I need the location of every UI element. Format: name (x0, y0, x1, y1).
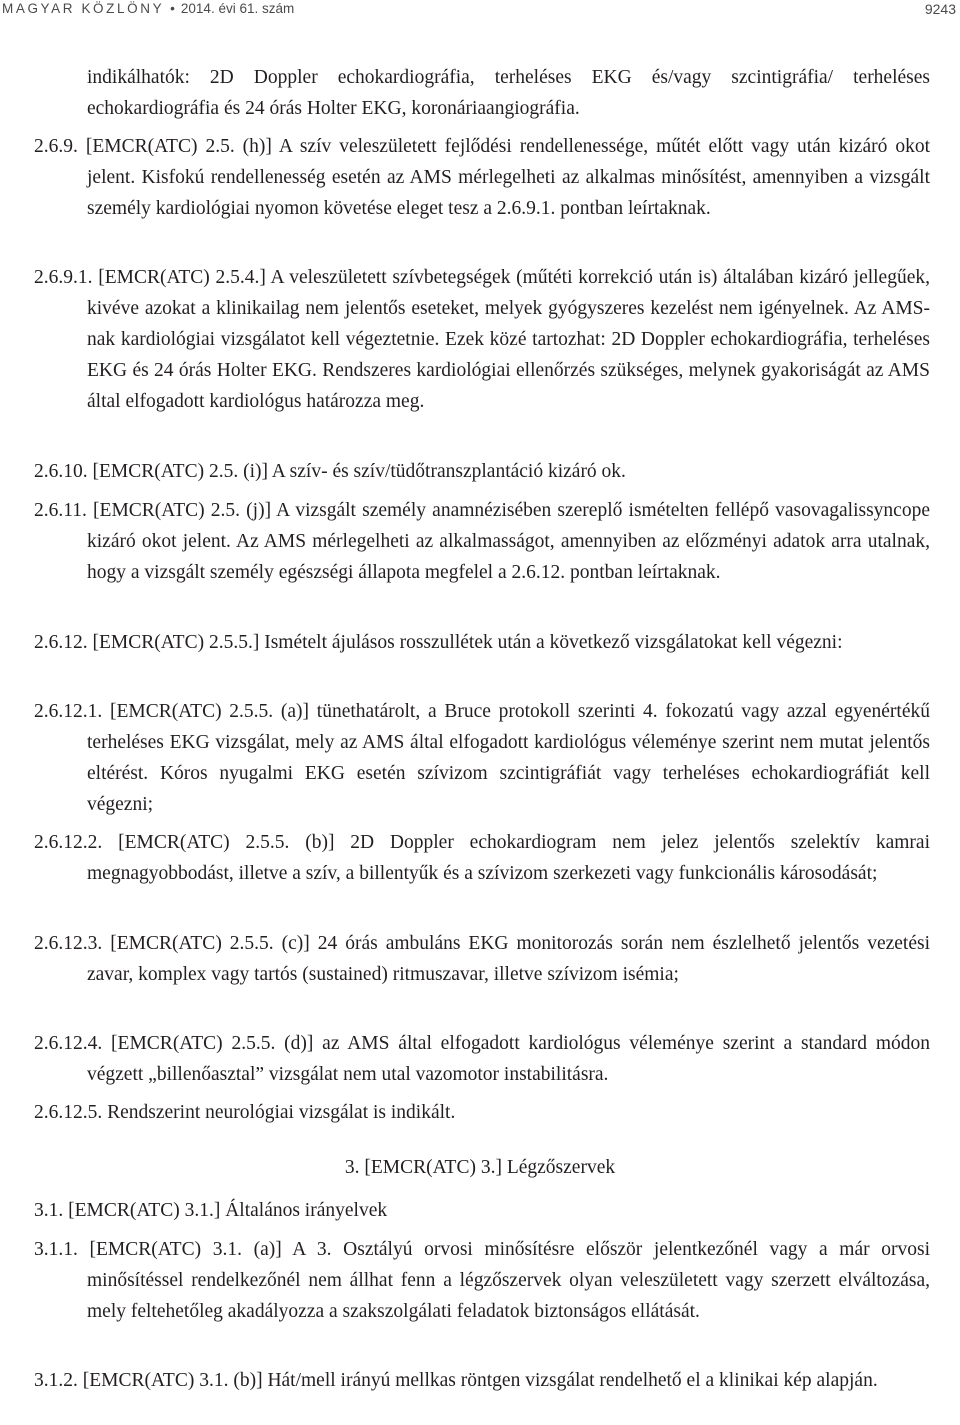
header-separator: • (170, 1, 175, 16)
issue-label: 2014. évi 61. szám (180, 1, 295, 16)
paragraph-3-1-1: 3.1.1. [EMCR(ATC) 3.1. (a)] A 3. Osztályú orvosi minősítésre először jelentkezőnél vagy a már orvosi minősítéssel rendelkezőnél nem állhat fenn a légzőszervek olyan veleszületett vagy szerzett elváltozása, mely feltehetőleg akadályozza a szakszolgálati feladatok biztonságos ellátását. (34, 1239, 930, 1322)
running-head (2, 1, 294, 16)
page-number: 9243 (924, 1, 956, 17)
paragraph-2-6-12-2: 2.6.12.2. [EMCR(ATC) 2.5.5. (b)] 2D Doppler echokardiogram nem jelez jelentős szelektív kamrai megnagyobbodást, illetve a szív, a billentyűk és a szívizom szerkezeti vagy funkcionális károsodását; (34, 832, 930, 884)
subsection-heading: 3.1. [EMCR(ATC) 3.1.] Általános irányelvek (34, 1200, 388, 1221)
paragraph-2-6-10: 2.6.10. [EMCR(ATC) 2.5. (i)] A szív- és szív/tüdőtranszplantáció kizáró ok. (34, 461, 626, 482)
section-heading: 3. [EMCR(ATC) 3.] Légzőszervek (344, 1157, 616, 1178)
paragraph-2-6-12-1: 2.6.12.1. [EMCR(ATC) 2.5.5. (a)] tünethatárolt, a Bruce protokoll szerinti 4. fokozatú vagy azzal egyenértékű terheléses EKG vizsgálat, mely az AMS által elfogadott kardiológus véleménye szerint nem mutat jelentős eltérést. Kóros nyugalmi EKG esetén szívizom szcintigráfiát vagy terheléses echokardiográfiát kell végezni; (34, 701, 930, 815)
paragraph-3-1-2: 3.1.2. [EMCR(ATC) 3.1. (b)] Hát/mell irányú mellkas röntgen vizsgálat rendelhető el a klinikai kép alapján. (34, 1370, 878, 1391)
paragraph-2-6-9: 2.6.9. [EMCR(ATC) 2.5. (h)] A szív veleszületett fejlődési rendellenessége, műtét előtt vagy után kizáró okot jelent. Kisfokú rendellenesség esetén az AMS mérlegelheti az alkalmas minősítést, amennyiben a vizsgált személy kardiológiai nyomon követése eleget tesz a 2.6.9.1. pontban leírtaknak. (34, 136, 930, 219)
paragraph-2-6-12-5: 2.6.12.5. Rendszerint neurológiai vizsgálat is indikált. (34, 1102, 456, 1123)
paragraph-2-6-12: 2.6.12. [EMCR(ATC) 2.5.5.] Ismételt ájulásos rosszullétek után a következő vizsgálatokat kell végezni: (34, 632, 843, 653)
page-header (0, 0, 960, 30)
paragraph-2-6-12-4: 2.6.12.4. [EMCR(ATC) 2.5.5. (d)] az AMS által elfogadott kardiológus véleménye szerint a standard módon végzett „billenőasztal” vizsgálat nem utal vazomotor instabilitásra. (34, 1033, 930, 1085)
paragraph-2-6-12-3: 2.6.12.3. [EMCR(ATC) 2.5.5. (c)] 24 órás ambuláns EKG monitorozás során nem észlelhető jelentős vezetési zavar, komplex vagy tartós (sustained) ritmuszavar, illetve szívizom isémia; (34, 933, 930, 985)
paragraph-2-6-11: 2.6.11. [EMCR(ATC) 2.5. (j)] A vizsgált személy anamnézisében szereplő ismételten fellépő vasovagalissyncope kizáró okot jelent. Az AMS mérlegelheti az alkalmasságot, amennyiben az előzményi adatok arra utalnak, hogy a vizsgált személy egészségi állapota megfelel a 2.6.12. pontban leírtaknak. (34, 500, 930, 583)
paragraph-continuation: indikálhatók: 2D Doppler echokardiográfia, terheléses EKG és/vagy szcintigráfia/ terheléses echokardiográfia és 24 órás Holter EKG, koronáriaangiográfia. (87, 67, 930, 119)
paragraph-2-6-9-1: 2.6.9.1. [EMCR(ATC) 2.5.4.] A veleszületett szívbetegségek (műtéti korrekció után is) általában kizáró jellegűek, kivéve azokat a klinikailag nem jelentős eseteket, melyek gyógyszeres kezelést nem igényelnek. Az AMS-nak kardiológiai vizsgálatot kell végeztetnie. Ezek közé tartozhat: 2D Doppler echokardiográfia, terheléses EKG és 24 órás Holter EKG. Rendszeres kardiológiai ellenőrzés szükséges, melynek gyakoriságát az AMS által elfogadott kardiológus határozza meg. (34, 267, 930, 412)
publication-title: MAGYAR KÖZLÖNY (2, 1, 165, 16)
